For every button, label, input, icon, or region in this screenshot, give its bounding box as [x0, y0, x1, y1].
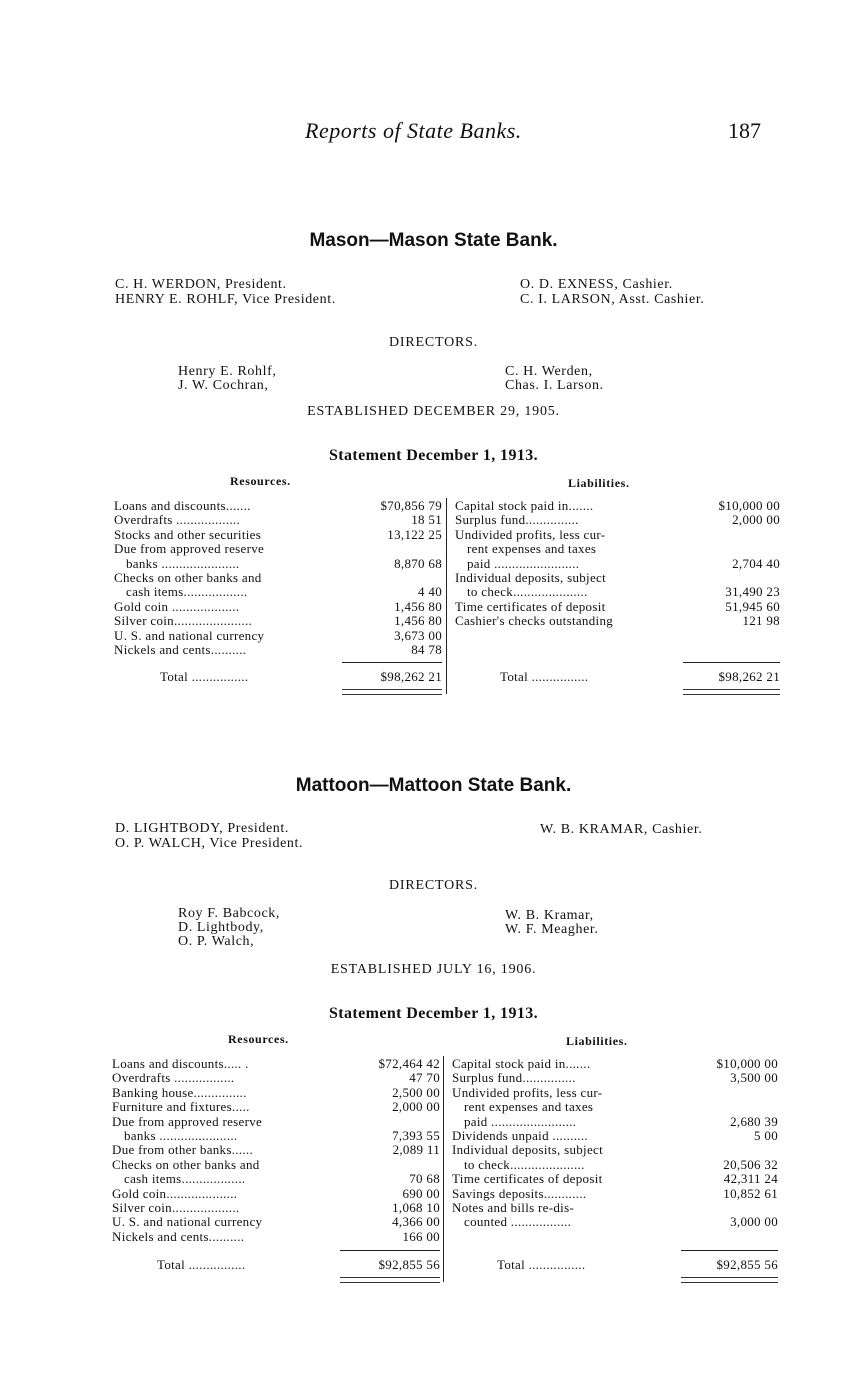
officer-cashier: W. B. KRAMAR, Cashier.: [540, 822, 703, 837]
line-item-label: Due from approved reserve: [114, 541, 265, 557]
line-item-amount: $10,000 00: [718, 498, 780, 513]
line-item-label: Surplus fund...............: [452, 1070, 576, 1086]
line-item-amount: 2,500 00: [392, 1084, 440, 1100]
line-item-amount: 1,456 80: [394, 598, 442, 614]
director: W. B. Kramar,: [505, 908, 594, 923]
directors-heading: DIRECTORS.: [388, 335, 479, 350]
line-item-label: Capital stock paid in.......: [452, 1056, 591, 1071]
resource-row: [114, 541, 442, 555]
double-rule: [340, 1277, 440, 1283]
bank-title: Mason—Mason State Bank.: [309, 230, 558, 251]
liability-row: [452, 1157, 778, 1171]
line-item-label: to check.....................: [467, 584, 588, 600]
line-item-label: Loans and discounts..... .: [112, 1056, 249, 1071]
line-item-label: Notes and bills re-dis-: [452, 1199, 575, 1215]
resource-row: [112, 1157, 440, 1171]
line-item-amount: 10,852 61: [723, 1185, 778, 1201]
resource-row: [112, 1128, 440, 1142]
column-divider: [443, 1056, 444, 1282]
line-item-label: Time certificates of deposit: [452, 1171, 603, 1187]
line-item-label: paid ........................: [464, 1113, 577, 1129]
line-item-amount: 42,311 24: [723, 1171, 778, 1187]
line-item-amount: 4,366 00: [392, 1214, 440, 1230]
line-item-amount: 13,122 25: [387, 526, 442, 542]
line-item-label: paid ........................: [467, 555, 580, 571]
line-item-label: rent expenses and taxes: [467, 541, 597, 557]
director: C. H. Werden,: [505, 364, 593, 379]
line-item-amount: 1,068 10: [392, 1199, 440, 1215]
liability-row: [455, 556, 780, 570]
line-item-label: Furniture and fixtures.....: [112, 1099, 250, 1115]
line-item-amount: 3,673 00: [394, 627, 442, 643]
line-item-label: Savings deposits............: [452, 1185, 587, 1201]
line-item-amount: 2,000 00: [732, 512, 780, 528]
officer-cashier: O. D. EXNESS, Cashier.: [520, 277, 673, 292]
line-item-amount: 1,456 80: [394, 613, 442, 629]
line-item-label: rent expenses and taxes: [464, 1099, 594, 1115]
liability-row: [455, 541, 780, 555]
resource-row: [112, 1229, 440, 1243]
line-item-amount: 47 70: [409, 1070, 440, 1086]
line-item-label: banks ......................: [126, 555, 240, 571]
total-rule: [683, 662, 780, 663]
total-label: Total ................: [157, 1257, 246, 1272]
line-item-label: Undivided profits, less cur-: [455, 526, 606, 542]
double-rule: [342, 689, 442, 695]
liability-row: [452, 1214, 778, 1228]
line-item-amount: 20,506 32: [723, 1156, 778, 1172]
line-item-amount: 5 00: [754, 1127, 778, 1143]
resource-row: [114, 613, 442, 627]
resource-row: [112, 1200, 440, 1214]
running-title: Reports of State Banks.: [305, 118, 522, 143]
line-item-label: Due from other banks......: [112, 1142, 254, 1158]
resource-row: [112, 1114, 440, 1128]
line-item-amount: 4 40: [418, 584, 442, 600]
line-item-amount: 84 78: [411, 641, 442, 657]
line-item-label: Dividends unpaid ..........: [452, 1127, 588, 1143]
line-item-label: Time certificates of deposit: [455, 598, 606, 614]
resource-row: [114, 527, 442, 541]
resource-row: [114, 599, 442, 613]
line-item-label: Due from approved reserve: [112, 1113, 263, 1129]
liability-row: [455, 599, 780, 613]
line-item-label: Checks on other banks and: [114, 569, 262, 585]
director: Henry E. Rohlf,: [178, 364, 277, 379]
liability-row: [455, 498, 780, 512]
total-rule: [342, 662, 442, 663]
liability-row: [452, 1085, 778, 1099]
line-item-label: Individual deposits, subject: [452, 1142, 604, 1158]
resource-row: [112, 1056, 440, 1070]
line-item-amount: 8,870 68: [394, 555, 442, 571]
total-label: Total ................: [497, 1257, 586, 1272]
line-item-label: Gold coin ...................: [114, 598, 240, 614]
line-item-amount: $72,464 42: [378, 1056, 440, 1071]
director: J. W. Cochran,: [178, 378, 269, 393]
resource-row: [112, 1186, 440, 1200]
resource-row: [114, 512, 442, 526]
resource-row: [114, 628, 442, 642]
line-item-label: Cashier's checks outstanding: [455, 613, 614, 629]
line-item-amount: 2,000 00: [392, 1099, 440, 1115]
established-date: ESTABLISHED JULY 16, 1906.: [330, 962, 537, 977]
line-item-label: Nickels and cents..........: [114, 641, 247, 657]
line-item-label: banks ......................: [124, 1127, 238, 1143]
resource-row: [112, 1214, 440, 1228]
liability-row: [455, 512, 780, 526]
total-amount: $98,262 21: [718, 669, 780, 684]
officer-vice-president: O. P. WALCH, Vice President.: [115, 836, 304, 851]
liabilities-heading: Liabilities.: [568, 476, 630, 490]
officer-asst-cashier: C. I. LARSON, Asst. Cashier.: [520, 292, 705, 307]
column-divider: [446, 498, 447, 694]
line-item-label: Silver coin......................: [114, 613, 253, 629]
directors-heading: DIRECTORS.: [388, 878, 479, 893]
line-item-label: Individual deposits, subject: [455, 569, 607, 585]
resource-row: [114, 642, 442, 656]
total-rule: [340, 1250, 440, 1251]
line-item-amount: 690 00: [402, 1185, 440, 1201]
liability-row: [455, 570, 780, 584]
line-item-amount: 2,089 11: [392, 1142, 440, 1158]
resources-list: [114, 498, 442, 656]
liability-row: [452, 1114, 778, 1128]
page-number: 187: [728, 118, 761, 143]
line-item-label: Overdrafts ..................: [114, 512, 241, 528]
liability-row: [452, 1099, 778, 1113]
line-item-label: cash items..................: [124, 1171, 246, 1187]
total-amount: $98,262 21: [380, 669, 442, 684]
total-label: Total ................: [160, 669, 249, 684]
resource-row: [114, 570, 442, 584]
officer-vice-president: HENRY E. ROHLF, Vice President.: [115, 292, 336, 307]
liability-row: [452, 1186, 778, 1200]
line-item-label: cash items..................: [126, 584, 248, 600]
liability-row: [455, 527, 780, 541]
line-item-label: Checks on other banks and: [112, 1156, 260, 1172]
liabilities-heading: Liabilities.: [566, 1034, 628, 1048]
resource-row: [114, 556, 442, 570]
running-header: [0, 118, 867, 148]
line-item-amount: 3,500 00: [730, 1070, 778, 1086]
line-item-label: counted .................: [464, 1214, 572, 1230]
line-item-amount: 3,000 00: [730, 1214, 778, 1230]
line-item-amount: 18 51: [411, 512, 442, 528]
line-item-label: to check.....................: [464, 1156, 585, 1172]
line-item-amount: 2,704 40: [732, 555, 780, 571]
liability-row: [455, 584, 780, 598]
resource-row: [112, 1171, 440, 1185]
line-item-amount: 166 00: [402, 1228, 440, 1244]
double-rule: [683, 689, 780, 695]
statement-heading: Statement December 1, 1913.: [328, 1005, 539, 1022]
resource-row: [114, 584, 442, 598]
line-item-label: Stocks and other securities: [114, 526, 262, 542]
line-item-label: Surplus fund...............: [455, 512, 579, 528]
line-item-amount: $70,856 79: [380, 498, 442, 513]
established-date: ESTABLISHED DECEMBER 29, 1905.: [307, 404, 560, 419]
line-item-label: Gold coin....................: [112, 1185, 238, 1201]
liability-row: [452, 1200, 778, 1214]
liability-row: [452, 1070, 778, 1084]
line-item-label: Silver coin...................: [112, 1199, 240, 1215]
officer-president: C. H. WERDON, President.: [115, 277, 287, 292]
director: W. F. Meagher.: [505, 922, 599, 937]
resource-row: [114, 498, 442, 512]
liability-row: [452, 1171, 778, 1185]
line-item-label: Loans and discounts.......: [114, 498, 251, 513]
liability-row: [455, 613, 780, 627]
line-item-amount: 121 98: [742, 613, 780, 629]
double-rule: [681, 1277, 778, 1283]
director: D. Lightbody,: [178, 920, 264, 935]
director: Chas. I. Larson.: [505, 378, 604, 393]
resources-heading: Resources.: [228, 1032, 289, 1046]
resource-row: [112, 1085, 440, 1099]
statement-heading: Statement December 1, 1913.: [328, 447, 539, 464]
total-label: Total ................: [500, 669, 589, 684]
resource-row: [112, 1099, 440, 1113]
line-item-label: Nickels and cents..........: [112, 1228, 245, 1244]
resource-row: [112, 1070, 440, 1084]
line-item-amount: 70 68: [409, 1171, 440, 1187]
line-item-label: U. S. and national currency: [114, 627, 265, 643]
line-item-label: Overdrafts .................: [112, 1070, 235, 1086]
director: Roy F. Babcock,: [178, 906, 280, 921]
director: O. P. Walch,: [178, 934, 255, 949]
line-item-amount: 7,393 55: [392, 1127, 440, 1143]
line-item-amount: 2,680 39: [730, 1113, 778, 1129]
line-item-amount: $10,000 00: [716, 1056, 778, 1071]
officer-president: D. LIGHTBODY, President.: [115, 821, 289, 836]
total-amount: $92,855 56: [378, 1257, 440, 1272]
line-item-label: Banking house...............: [112, 1084, 247, 1100]
liabilities-list: [452, 1056, 778, 1229]
liability-row: [452, 1128, 778, 1142]
liability-row: [452, 1056, 778, 1070]
liabilities-list: [455, 498, 780, 628]
resources-list: [112, 1056, 440, 1243]
resources-heading: Resources.: [230, 474, 291, 488]
bank-title: Mattoon—Mattoon State Bank.: [295, 775, 572, 796]
line-item-amount: 31,490 23: [725, 584, 780, 600]
line-item-label: U. S. and national currency: [112, 1214, 263, 1230]
liability-row: [452, 1142, 778, 1156]
total-rule: [681, 1250, 778, 1251]
resource-row: [112, 1142, 440, 1156]
line-item-amount: 51,945 60: [725, 598, 780, 614]
total-amount: $92,855 56: [716, 1257, 778, 1272]
line-item-label: Capital stock paid in.......: [455, 498, 594, 513]
line-item-label: Undivided profits, less cur-: [452, 1084, 603, 1100]
